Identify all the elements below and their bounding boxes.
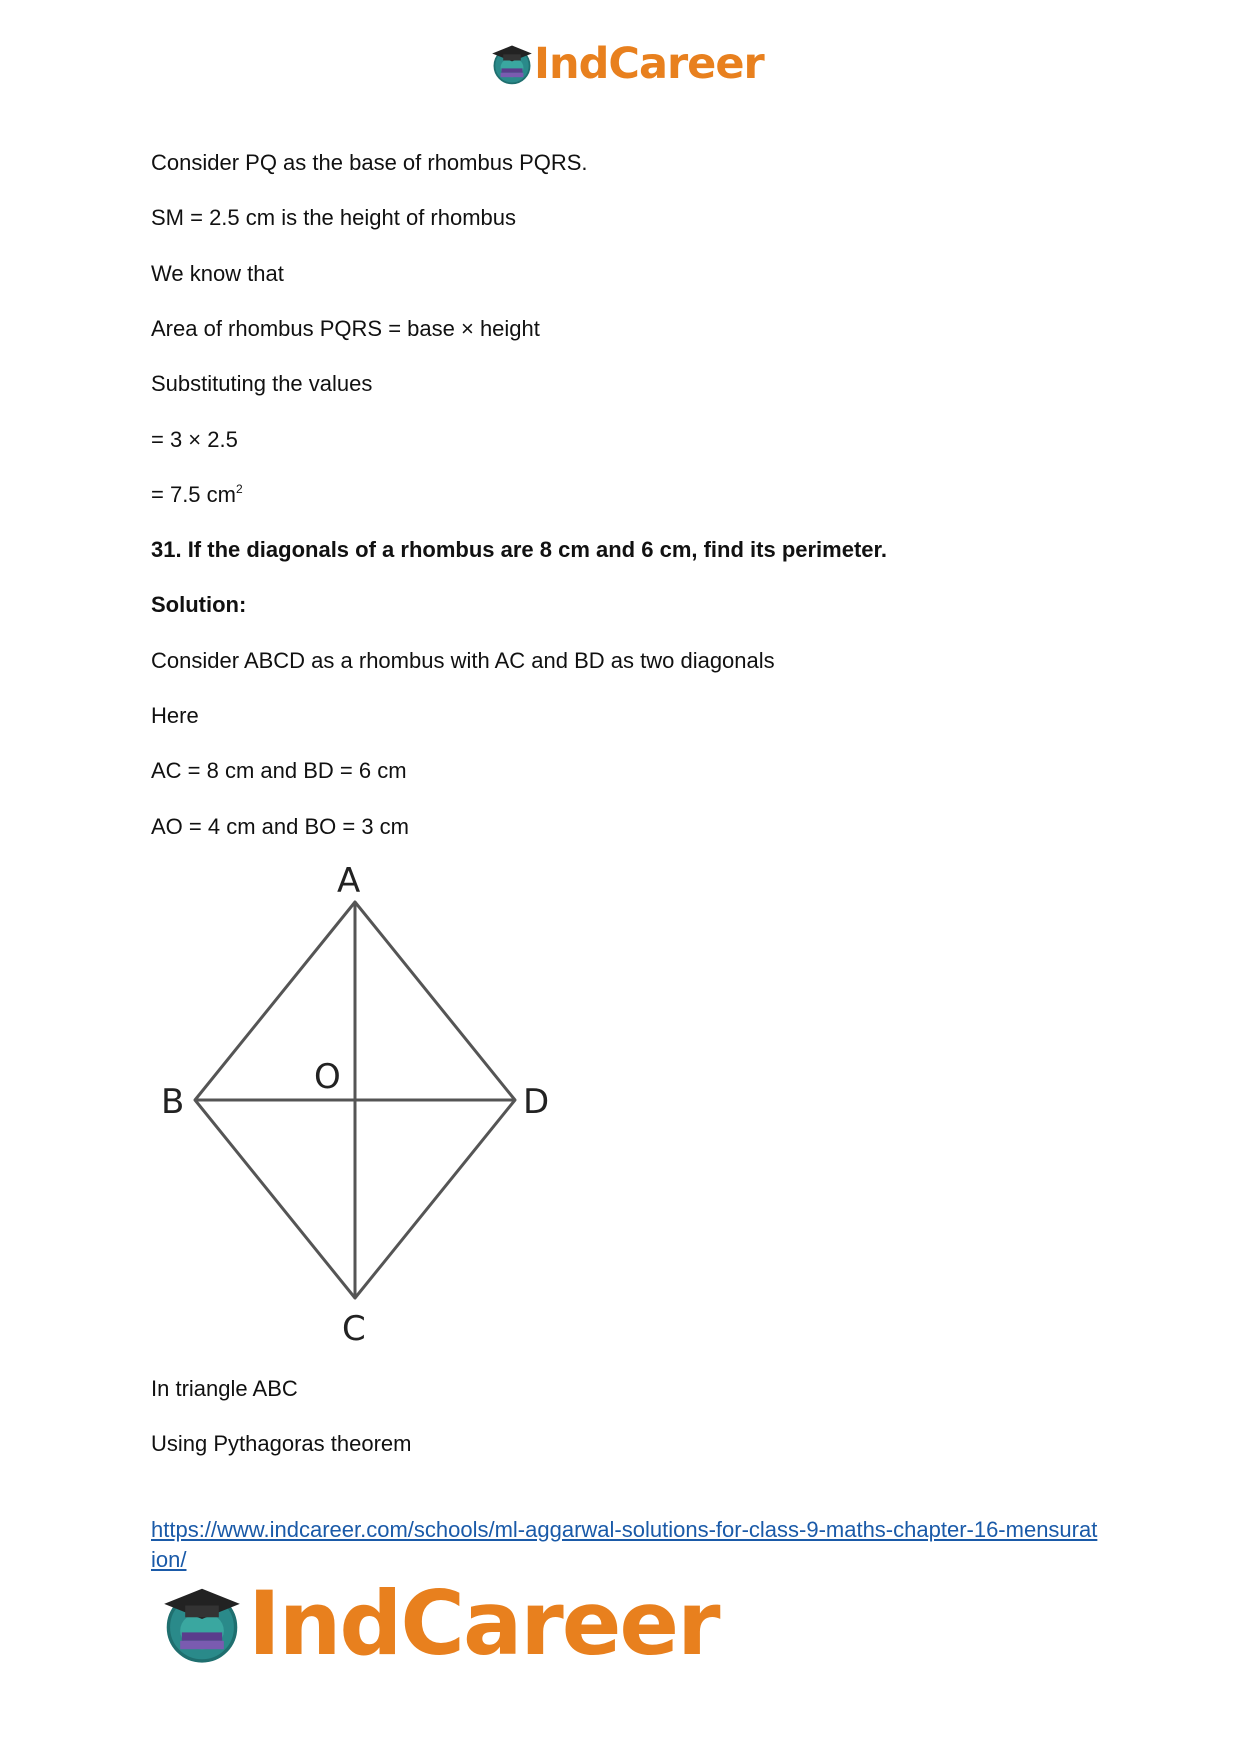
header-logo: [0, 38, 1242, 98]
text-line: SM = 2.5 cm is the height of rhombus: [151, 205, 517, 230]
logo-text: IndCareer: [248, 1572, 719, 1675]
area-result-exponent: 2: [235, 482, 243, 496]
area-result: [151, 482, 243, 508]
graduation-globe-icon: [160, 1582, 244, 1666]
text-line: = 3 × 2.5: [151, 427, 238, 452]
vertex-label-d: D: [523, 1082, 550, 1122]
text-line: Substituting the values: [151, 371, 373, 396]
text-line: Using Pythagoras theorem: [151, 1431, 412, 1456]
rhombus-diagram: [151, 862, 571, 1352]
logo: [160, 1572, 719, 1675]
text-line: Area of rhombus PQRS = base × height: [151, 316, 540, 341]
vertex-label-a: A: [337, 862, 361, 901]
source-url-link[interactable]: https://www.indcareer.com/schools/ml-aggarwal-solutions-for-class-9-maths-chapter-16-mensuration/: [151, 1517, 1098, 1572]
text-line: Here: [151, 703, 199, 728]
vertex-label-o: O: [314, 1057, 341, 1097]
vertex-label-c: C: [342, 1309, 366, 1349]
question-heading: 31. If the diagonals of a rhombus are 8 cm and 6 cm, find its perimeter.: [151, 537, 887, 562]
area-result-text: = 7.5 cm: [151, 482, 236, 507]
text-line: In triangle ABC: [151, 1376, 298, 1401]
graduation-globe-icon: [490, 42, 534, 86]
vertex-label-b: B: [161, 1082, 185, 1122]
text-line: Consider PQ as the base of rhombus PQRS.: [151, 150, 588, 175]
logo: [490, 38, 764, 89]
text-line: Consider ABCD as a rhombus with AC and BD as two diagonals: [151, 648, 775, 673]
footer-logo: [160, 1572, 719, 1675]
text-line: AC = 8 cm and BD = 6 cm: [151, 758, 407, 783]
logo-text: IndCareer: [534, 38, 764, 89]
solution-label: Solution:: [151, 592, 247, 617]
text-line: We know that: [151, 261, 284, 286]
text-line: AO = 4 cm and BO = 3 cm: [151, 814, 409, 839]
